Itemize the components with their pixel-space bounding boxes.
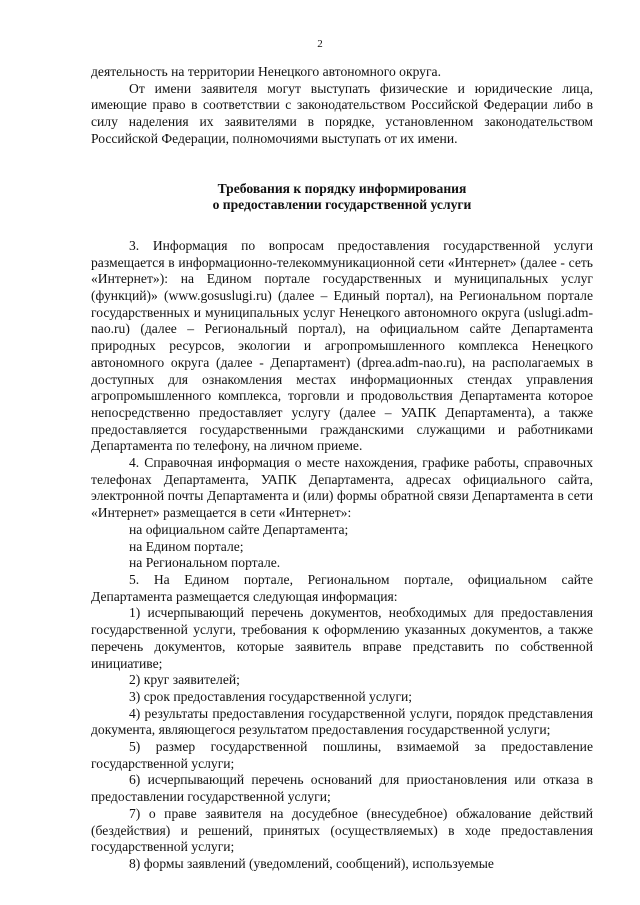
paragraph-item-5: 5. На Едином портале, Региональном портале, официальном сайте Департамента размещается следующая информация: <box>91 571 593 604</box>
section-heading-line-2: о предоставлении государственной услуги <box>212 197 472 213</box>
list-item-1: 1) исчерпывающий перечень документов, необходимых для предоставления государственной услуги, требования к оформлению указанных документов, а также перечень документов, которые заявитель вправе представить по собственной инициативе; <box>91 605 593 671</box>
list-item-6: 6) исчерпывающий перечень оснований для приостановления или отказа в предоставлении государственной услуги; <box>91 772 593 805</box>
list-item-8: 8) формы заявлений (уведомлений, сообщений), используемые <box>129 855 494 871</box>
list-item-7: 7) о праве заявителя на досудебное (внесудебное) обжалование действий (бездействия) и решений, принятых (осуществляемых) в ходе предоставления государственной услуги; <box>91 805 593 855</box>
paragraph-sub-regional-portal: на Региональном портале. <box>129 555 281 571</box>
paragraph-item-3: 3. Информация по вопросам предоставления государственной услуги размещается в информационно-телекоммуникационной сети «Интернет» (далее - сеть «Интернет»): на Едином портале государственных и муниципальных услуг (функций)» (www.gosuslugi.ru) (далее – Единый портал), на Региональном портале государственных и муниципальных услуг Ненецкого автономного округа (uslugi.adm-nao.ru) (далее – Региональный портал), на официальном сайте Департамента природных ресурсов, экологии и агропромышленного комплекса Ненецкого автономного округа (далее - Департамент) (dprea.adm-nao.ru), на располагаемых в доступных для ознакомления местах информационных стендах управления агропромышленного комплекса, торговли и продовольствия Департамента которое непосредственно предоставляет услугу (далее – УАПК Департамента), а также предоставляется государственными гражданскими служащими и работниками Департамента по телефону, на личном приеме. <box>91 237 593 454</box>
page-number: 2 <box>317 38 323 50</box>
paragraph-sub-official-site: на официальном сайте Департамента; <box>129 521 349 537</box>
paragraph-continuation: деятельность на территории Ненецкого автономного округа. <box>91 64 441 79</box>
document-body <box>91 64 593 873</box>
paragraph-item-4: 4. Справочная информация о месте нахождения, графике работы, справочных телефонах Департамента, УАПК Департамента, адресах официального сайта, электронной почты Департамента и (или) формы обратной связи Департамента в сети «Интернет» размещается в сети «Интернет»: <box>91 455 593 521</box>
list-item-3: 3) срок предоставления государственной услуги; <box>129 688 413 704</box>
list-item-2: 2) круг заявителей; <box>129 672 240 688</box>
section-heading-line-1: Требования к порядку информирования <box>217 180 467 196</box>
list-item-5: 5) размер государственной пошлины, взимаемой за предоставление государственной услуги; <box>91 739 593 771</box>
list-item-4: 4) результаты предоставления государственной услуги, порядок представления документа, являющегося результатом предоставления государственной услуги; <box>91 705 593 738</box>
paragraph-applicant-representatives: От имени заявителя могут выступать физические и юридические лица, имеющие право в соответствии с законодательством Российской Федерации либо в силу наделения их заявителями в порядке, установленном законодательством Российской Федерации, полномочиями выступать от их имени. <box>91 80 593 146</box>
paragraph-sub-unified-portal: на Едином портале; <box>129 538 244 554</box>
